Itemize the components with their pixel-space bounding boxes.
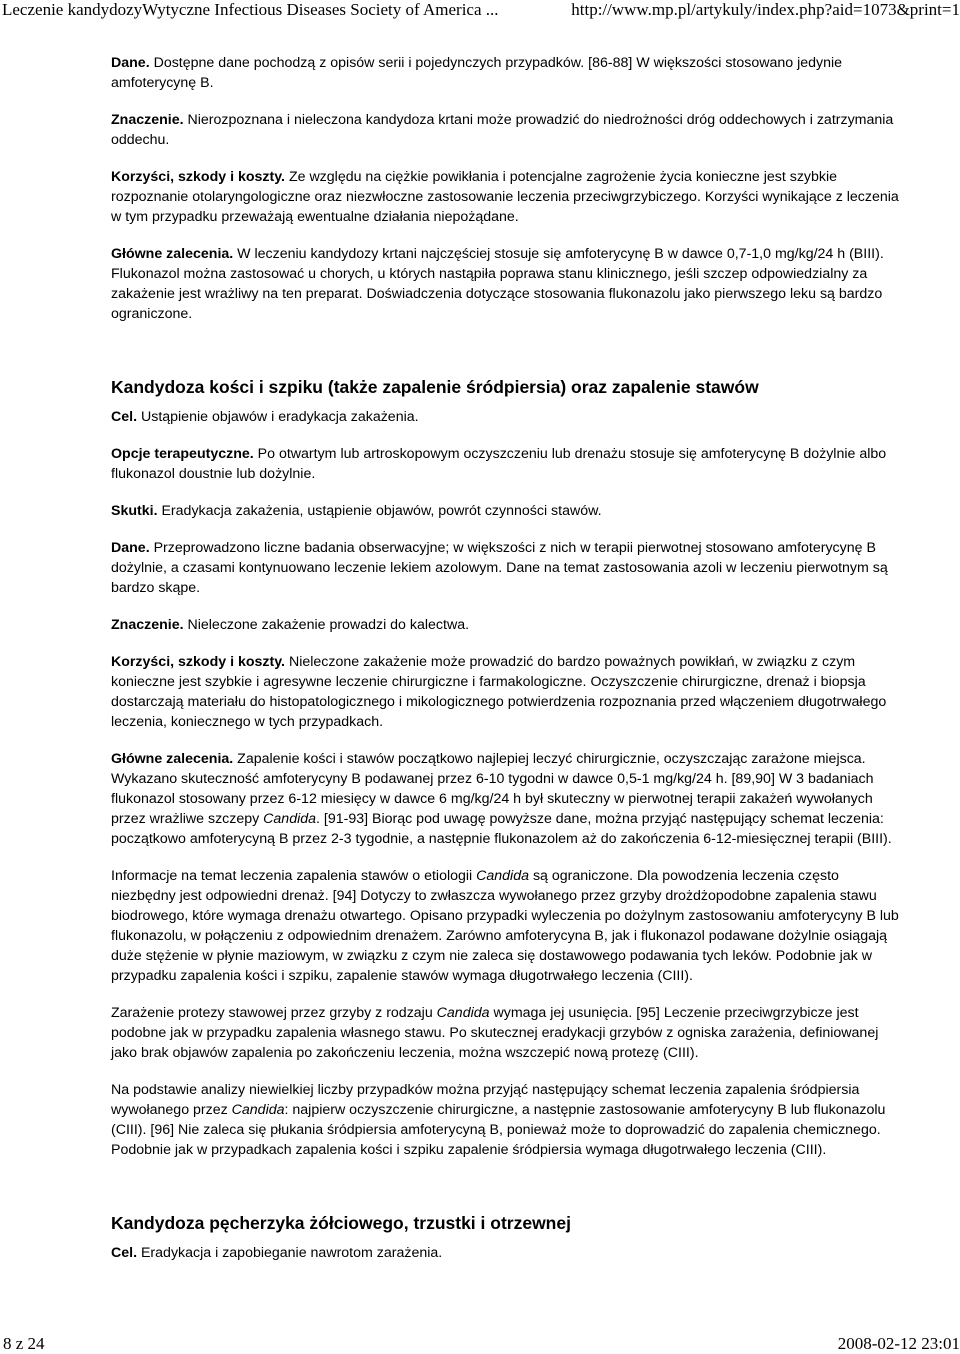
italic-candida: Candida bbox=[231, 1102, 285, 1118]
paragraph-znaczenie bbox=[111, 110, 901, 150]
text-dane-2: Przeprowadzono liczne badania obserwacyjne; w większości z nich w terapii pierwotnej stosowano amfoterycynę B dożylnie, a czasami kontynuowano leczenie lekiem azolowym. Dane na temat zastosowania azoli w leczeniu pierwotnym są bardzo skąpe. bbox=[111, 540, 888, 596]
paragraph-korzysci bbox=[111, 167, 901, 227]
paragraph-informacje bbox=[111, 866, 901, 986]
section-heading-pecherzyk: Kandydoza pęcherzyka żółciowego, trzustki i otrzewnej bbox=[111, 1213, 571, 1233]
label-opcje: Opcje terapeutyczne. bbox=[111, 446, 254, 462]
section-heading-kosci: Kandydoza kości i szpiku (także zapalenie śródpiersia) oraz zapalenie stawów bbox=[111, 377, 759, 397]
paragraph-opcje bbox=[111, 444, 901, 484]
page-number: 8 z 24 bbox=[3, 1334, 45, 1353]
page-title: Leczenie kandydozyWytyczne Infectious Diseases Society of America ... bbox=[2, 0, 499, 19]
label-znaczenie-2: Znaczenie. bbox=[111, 617, 184, 633]
label-dane-2: Dane. bbox=[111, 540, 150, 556]
print-footer bbox=[0, 1334, 960, 1354]
label-korzysci: Korzyści, szkody i koszty. bbox=[111, 169, 285, 185]
italic-candida: Candida bbox=[436, 1005, 490, 1021]
text-cel: Ustąpienie objawów i eradykacja zakażenia. bbox=[137, 409, 419, 425]
text-glowne-zalecenia: W leczeniu kandydozy krtani najczęściej stosuje się amfoterycynę B w dawce 0,7-1,0 mg/kg/24 h (BIII). Flukonazol można zastosować u chorych, u których nastąpiła poprawa stanu klinicznego, jeśli szczep odpowiedzialny za zakażenie jest wrażliwy na ten preparat. Doświadczenia dotyczące stosowania flukonazolu jako pierwszego leku są bardzo ograniczone. bbox=[111, 246, 884, 322]
label-korzysci-2: Korzyści, szkody i koszty. bbox=[111, 654, 285, 670]
label-skutki: Skutki. bbox=[111, 503, 158, 519]
text-dane: Dostępne dane pochodzą z opisów serii i pojedynczych przypadków. [86-88] W większości stosowano jedynie amfoterycynę B. bbox=[111, 55, 843, 91]
paragraph-korzysci-2 bbox=[111, 652, 901, 732]
label-cel: Cel. bbox=[111, 409, 138, 425]
paragraph-glowne-zalecenia bbox=[111, 244, 901, 324]
paragraph-analiza bbox=[111, 1080, 901, 1160]
text-korzysci: Ze względu na ciężkie powikłania i potencjalne zagrożenie życia konieczne jest szybkie rozpoznanie otolaryngologiczne oraz niezwłoczne zastosowanie leczenia przeciwgrzybiczego. Korzyści wynikające z leczenia w tym przypadku przeważają ewentualne działania niepożądane. bbox=[111, 169, 899, 225]
text-korzysci-2: Nieleczone zakażenie może prowadzić do bardzo poważnych powikłań, w związku z czym konieczne jest szybkie i agresywne leczenie chirurgiczne i farmakologiczne. Oczyszczenie chirurgiczne, drenaż i biopsja dostarczają materiału do histopatologicznego i mikologicznego potwierdzenia rozpoznania przed włączeniem długotrwałego leczenia, koniecznego w tych przypadkach. bbox=[111, 654, 887, 730]
italic-candida: Candida bbox=[476, 868, 529, 884]
text-info-a: Informacje na temat leczenia zapalenia stawów o etiologii bbox=[111, 868, 477, 884]
text-proteza-a: Zarażenie protezy stawowej przez grzyby z rodzaju bbox=[111, 1005, 437, 1021]
text-glowne-a: Zapalenie kości i stawów początkowo najlepiej leczyć chirurgicznie, oczyszczając zarażone miejsca. Wykazano skuteczność amfoterycyny B podawanej przez 6-10 tygodni w dawce 0,5-1 mg/kg/24 h. [89,90] W 3 badaniach flukonazol stosowany przez 6-12 miesięcy w dawce 6 mg/kg/24 h był skuteczny w pierwotnej terapii zakażeń wywołanych przez wrażliwe szczepy bbox=[111, 751, 874, 827]
text-analiza-b: : najpierw oczyszczenie chirurgiczne, a następnie zastosowanie amfoterycyny B lub flukonazolu (CIII). [96] Nie zaleca się płukania śródpiersia amfoterycyną B, ponieważ może to doprowadzić do zapalenia chemicznego. Podobnie jak w przypadkach zapalenia kości i szpiku zapalenie śródpiersia wymaga długotrwałego leczenia (CIII). bbox=[111, 1102, 886, 1158]
label-znaczenie: Znaczenie. bbox=[111, 112, 184, 128]
paragraph-cel bbox=[111, 407, 901, 427]
label-cel-2: Cel. bbox=[111, 1245, 138, 1261]
label-glowne-zalecenia-2: Główne zalecenia. bbox=[111, 751, 234, 767]
paragraph-cel-2 bbox=[111, 1243, 901, 1263]
paragraph-glowne-zalecenia-2 bbox=[111, 749, 901, 849]
article-body bbox=[111, 53, 901, 1280]
paragraph-dane bbox=[111, 53, 901, 93]
paragraph-znaczenie-2 bbox=[111, 615, 901, 635]
italic-candida: Candida bbox=[263, 811, 317, 827]
text-proteza-b: wymaga jej usunięcia. [95] Leczenie przeciwgrzybicze jest podobne jak w przypadku zapalenia własnego stawu. Po skutecznej eradykacji grzybów z ogniska zarażenia, definiowanej jako brak objawów zapalenia po zakończeniu leczenia, można wszczepić nową protezę (CIII). bbox=[111, 1005, 879, 1061]
text-opcje: Po otwartym lub artroskopowym oczyszczeniu lub drenażu stosuje się amfoterycynę B dożylnie albo flukonazol doustnie lub dożylnie. bbox=[111, 446, 887, 482]
paragraph-skutki bbox=[111, 501, 901, 521]
text-glowne-b: . [91-93] Biorąc pod uwagę powyższe dane, można przyjąć następujący schemat leczenia: początkowo amfoterycyną B przez 2-3 tygodnie, a następnie flukonazolem aż do zakończenia 6-12-miesięcznej terapii (BIII). bbox=[111, 811, 892, 847]
page-url: http://www.mp.pl/artykuly/index.php?aid=1073&print=1 bbox=[571, 0, 960, 19]
text-znaczenie: Nierozpoznana i nieleczona kandydoza krtani może prowadzić do niedrożności dróg oddechowych i zatrzymania oddechu. bbox=[111, 112, 894, 148]
text-skutki: Eradykacja zakażenia, ustąpienie objawów, powrót czynności stawów. bbox=[157, 503, 602, 519]
paragraph-proteza bbox=[111, 1003, 901, 1063]
text-info-b: są ograniczone. Dla powodzenia leczenia często niezbędny jest odpowiedni drenaż. [94] Dotyczy to zwłaszcza wywołanego przez grzyby drożdżopodobne zapalenia stawu biodrowego, które wymaga drenażu otwartego. Opisano przypadki wyleczenia po dożylnym zastosowaniu amfoterycyny B lub flukonazolu, w połączeniu z odpowiednim drenażem. Zarówno amfoterycyna B, jak i flukonazol podawane dożylnie osiągają duże stężenie w płynie maziowym, w związku z czym nie zaleca się dostawowego podawania tych leków. Podobnie jak w przypadku zapalenia kości i szpiku, zapalenie stawów wymaga długotrwałego leczenia (CIII). bbox=[111, 868, 899, 984]
label-dane: Dane. bbox=[111, 55, 150, 71]
text-cel-2: Eradykacja i zapobieganie nawrotom zarażenia. bbox=[137, 1245, 443, 1261]
print-datetime: 2008-02-12 23:01 bbox=[837, 1334, 960, 1353]
text-analiza-a: Na podstawie analizy niewielkiej liczby przypadków można przyjąć następujący schemat leczenia zapalenia śródpiersia wywołanego przez bbox=[111, 1082, 860, 1118]
text-znaczenie-2: Nieleczone zakażenie prowadzi do kalectwa. bbox=[183, 617, 470, 633]
label-glowne-zalecenia: Główne zalecenia. bbox=[111, 246, 234, 262]
print-header bbox=[0, 0, 960, 24]
paragraph-dane-2 bbox=[111, 538, 901, 598]
